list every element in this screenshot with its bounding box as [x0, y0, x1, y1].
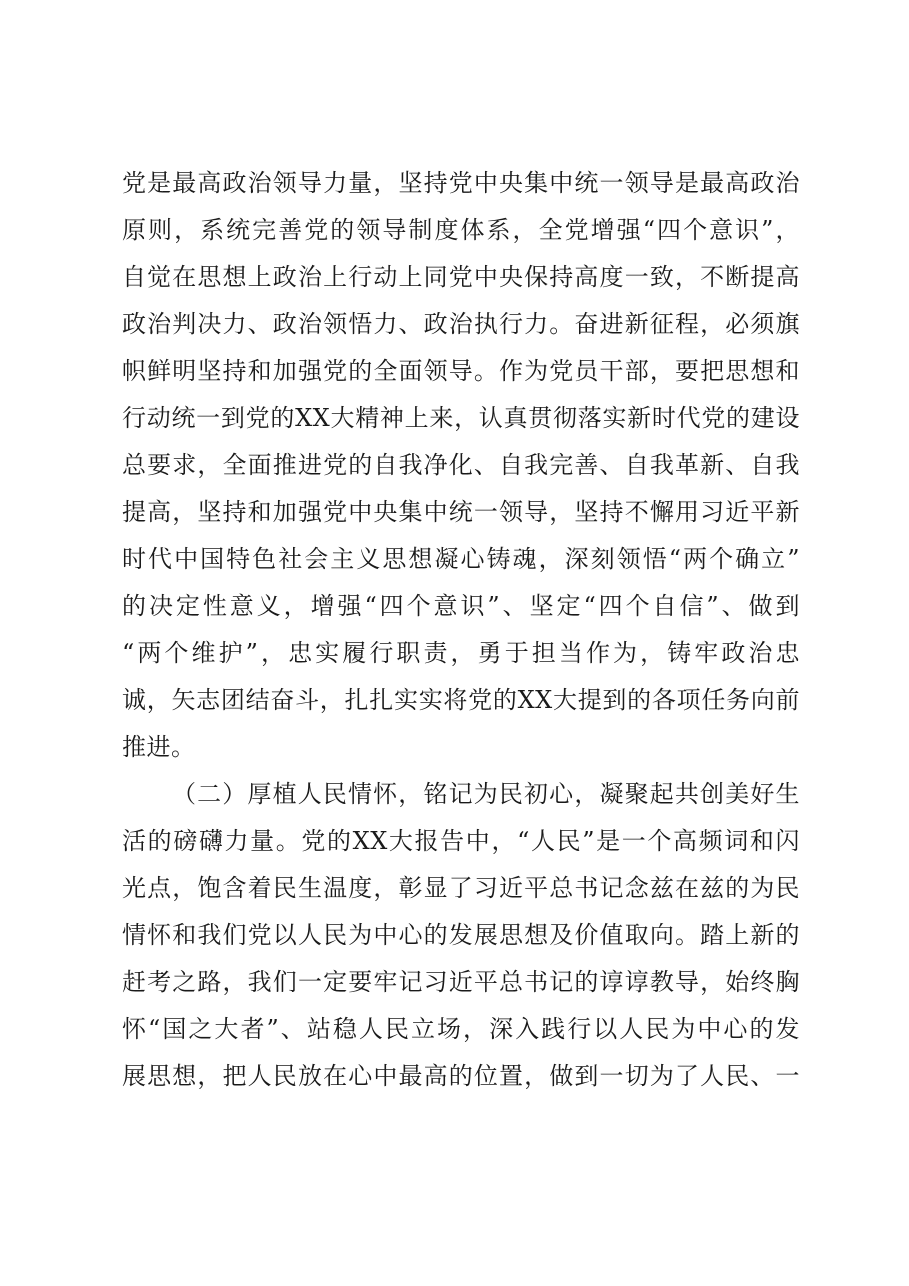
text-line: 提高，坚持和加强党中央集中统一领导，坚持不懈用习近平新 — [122, 498, 800, 526]
text-line: 展思想，把人民放在心中最高的位置，做到一切为了人民、一 — [122, 1062, 800, 1090]
text-line: 党是最高政治领导力量，坚持党中央集中统一领导是最高政治 — [122, 169, 800, 197]
text-line: 光点，饱含着民生温度，彰显了习近平总书记念兹在兹的为民 — [122, 874, 800, 902]
text-line: 时代中国特色社会主义思想凝心铸魂，深刻领悟“两个确立” — [122, 545, 800, 573]
text-line: 推进。 — [122, 733, 196, 761]
text-line: 帜鲜明坚持和加强党的全面领导。作为党员干部，要把思想和 — [122, 357, 800, 385]
text-line: 的决定性意义，增强“四个意识”、坚定“四个自信”、做到 — [122, 592, 800, 620]
section-heading-line: （二）厚植人民情怀，铭记为民初心，凝聚起共创美好生 — [172, 780, 800, 808]
text-line: 自觉在思想上政治上行动上同党中央保持高度一致，不断提高 — [122, 263, 800, 291]
text-line: 诚，矢志团结奋斗，扎扎实实将党的XX大提到的各项任务向前 — [122, 686, 800, 714]
text-line: 情怀和我们党以人民为中心的发展思想及价值取向。踏上新的 — [122, 921, 800, 949]
body-text — [122, 160, 800, 1100]
text-line: 政治判决力、政治领悟力、政治执行力。奋进新征程，必须旗 — [122, 310, 800, 338]
text-line: 怀“国之大者”、站稳人民立场，深入践行以人民为中心的发 — [122, 1015, 800, 1043]
text-line: 总要求，全面推进党的自我净化、自我完善、自我革新、自我 — [122, 451, 800, 479]
text-line: 原则，系统完善党的领导制度体系，全党增强“四个意识”， — [122, 216, 800, 244]
text-line: 行动统一到党的XX大精神上来，认真贯彻落实新时代党的建设 — [122, 404, 800, 432]
text-line: “两个维护”，忠实履行职责，勇于担当作为，铸牢政治忠 — [122, 639, 800, 667]
text-line: 活的磅礴力量。党的XX大报告中，“人民”是一个高频词和闪 — [122, 827, 800, 855]
text-line: 赶考之路，我们一定要牢记习近平总书记的谆谆教导，始终胸 — [122, 968, 800, 996]
